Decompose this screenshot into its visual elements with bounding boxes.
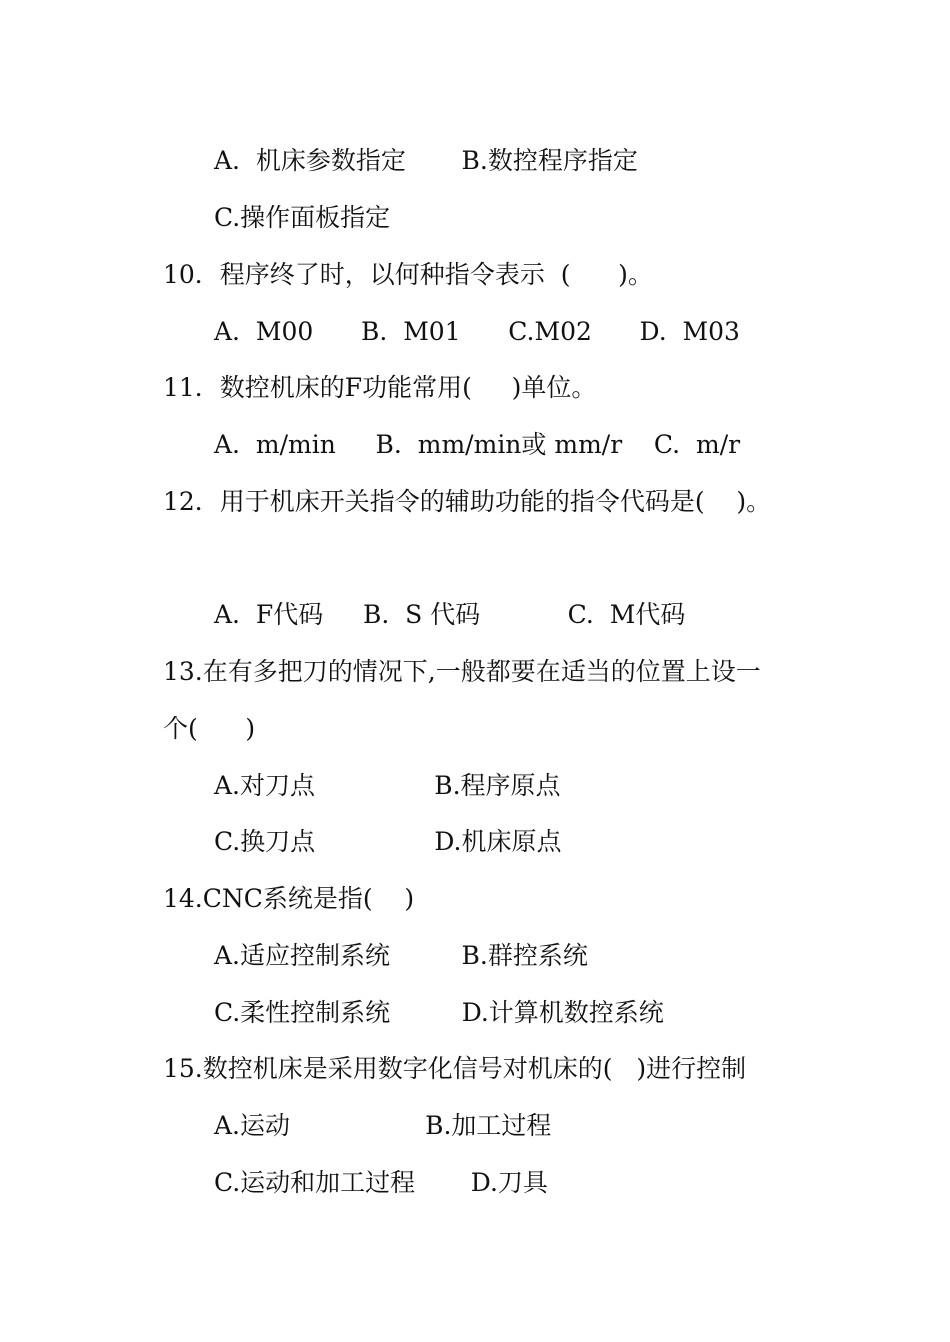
q15-options-a-b: A.运动 B.加工过程 [214,1111,552,1140]
q13-options-c-d: C.换刀点 D.机床原点 [214,827,562,856]
q10-options: A. M00 B. M01 C.M02 D. M03 [214,317,740,346]
q11-options: A. m/min B. mm/min或 mm/r C. m/r [214,430,741,459]
q14-question: 14.CNC系统是指( ) [163,884,415,913]
q9-options-a-b: A. 机床参数指定 B.数控程序指定 [214,146,638,175]
q15-options-c-d: C.运动和加工过程 D.刀具 [214,1168,548,1197]
q11-question: 11．数控机床的F功能常用( )单位。 [163,373,597,402]
q12-options: A. F代码 B. S 代码 C. M代码 [214,600,686,629]
q10-question: 10．程序终了时，以何种指令表示 ( )。 [163,260,653,289]
q15-question: 15.数控机床是采用数字化信号对机床的( )进行控制 [163,1054,747,1083]
q14-options-a-b: A.适应控制系统 B.群控系统 [214,941,588,970]
q13-options-a-b: A.对刀点 B.程序原点 [214,771,561,800]
q13-question-line-2: 个( ) [163,714,256,743]
q9-option-c: C.操作面板指定 [214,203,391,232]
q12-question: 12．用于机床开关指令的辅助功能的指令代码是( )。 [163,487,772,516]
q13-question-line-1: 13.在有多把刀的情况下,一般都要在适当的位置上设一 [163,657,761,686]
q14-options-c-d: C.柔性控制系统 D.计算机数控系统 [214,998,664,1027]
